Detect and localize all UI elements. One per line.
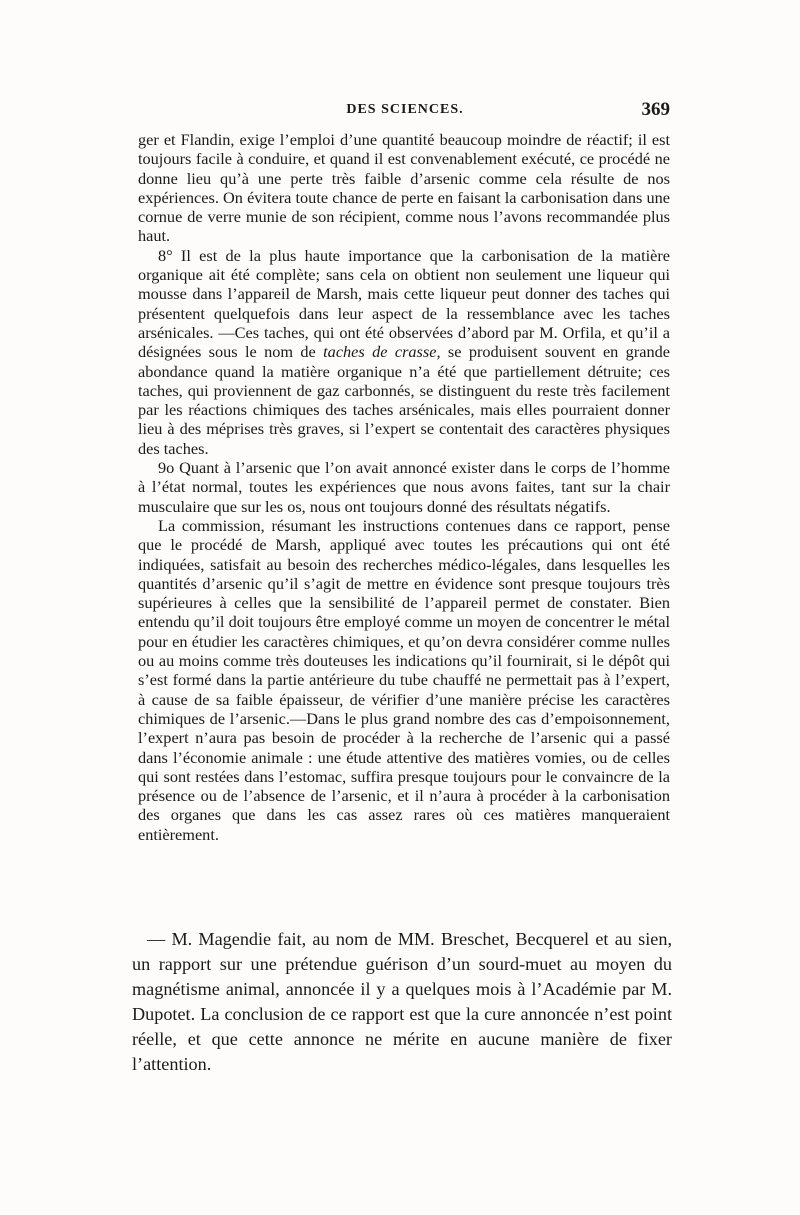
italic-term: taches de crasse,: [323, 342, 441, 362]
magendie-report: [132, 927, 672, 1077]
page-number: 369: [641, 99, 670, 120]
paragraph-continued: ger et Flandin, exige l’emploi d’une quantité beaucoup moindre de réactif; il est toujours facile à conduire, et quand il est convenablement exécuté, ce procédé ne donne lieu qu’à une perte très faible d’arsenic comme cela résulte de nos expériences. On évitera toute chance de perte en faisant la carbonisation dans une cornue de verre munie de son récipient, comme nous l’avons recommandée plus haut.: [138, 130, 670, 246]
paragraph-magendie: — M. Magendie fait, au nom de MM. Breschet, Becquerel et au sien, un rapport sur une prétendue guérison d’un sourd-muet au moyen du magnétisme animal, annoncée il y a quelques mois à l’Académie par M. Dupotet. La conclusion de ce rapport est que la cure annoncée n’est point réelle, et que cette annonce ne mérite en aucune manière de fixer l’attention.: [132, 929, 672, 1074]
paragraph-commission-summary: La commission, résumant les instructions contenues dans ce rapport, pense que le procédé de Marsh, appliqué avec toutes les précautions qui ont été indiquées, satisfait au besoin des recherches médico-légales, dans lesquelles les quantités d’arsenic qu’il s’agit de mettre en évidence sont presque toujours très supérieures à celles que la sensibilité de l’appareil permet de constater. Bien entendu qu’il doit toujours être employé comme un moyen de concentrer le métal pour en étudier les caractères chimiques, et qu’on devra considérer comme nulles ou au moins comme très douteuses les indications qu’il fournirait, si le dépôt qui s’est formé dans la partie antérieure du tube chauffé ne permettait pas à l’expert, à cause de sa faible épaisseur, de vérifier d’une manière précise les caractères chimiques de l’arsenic.—Dans le plus grand nombre des cas d’empoisonnement, l’expert n’aura pas besoin de procéder à la recherche de l’arsenic qui a passé dans l’économie animale : une étude attentive des matières vomies, ou de celles qui sont restées dans l’estomac, suffira presque toujours pour le convaincre de la présence ou de l’absence de l’arsenic, et il n’aura à procéder à la carbonisation des organes que dans les cas assez rares où ces matières manqueraient entièrement.: [138, 515, 670, 844]
running-head: [140, 100, 670, 124]
paragraph-point-8: [138, 246, 670, 458]
paragraph-point-8-start: 8° Il est de la plus haute importance que la carbonisation de la matière organique ait été complète; sans cela on obtient non seulement une liqueur qui mousse dans l’appareil de Marsh, mais cette liqueur peut donner des taches qui présentent quelquefois dans leur aspect de la ressemblance avec les taches arsénicales. —Ces taches, qui ont été observées d’abord par M. Orfila, et qu’il a désignées sous le nom de: [138, 245, 670, 362]
paragraph-point-8-end: se produisent souvent en grande abondance quand la matière organique n’a été que partiellement détruite; ces taches, qui proviennent de gaz carbonnés, se distinguent du reste très facilement par les réactions chimiques des taches arsénicales, mais elles pourraient donner lieu à des méprises très graves, si l’expert se contentait des caractères physiques des taches.: [138, 342, 670, 458]
paragraph-point-9: 9o Quant à l’arsenic que l’on avait annoncé exister dans le corps de l’homme à l’état normal, toutes les expériences que nous avons faites, tant sur la chair musculaire que sur les os, nous ont toujours donné des résultats négatifs.: [138, 458, 670, 516]
running-title: DES SCIENCES.: [346, 102, 464, 117]
report-text: [138, 130, 670, 844]
